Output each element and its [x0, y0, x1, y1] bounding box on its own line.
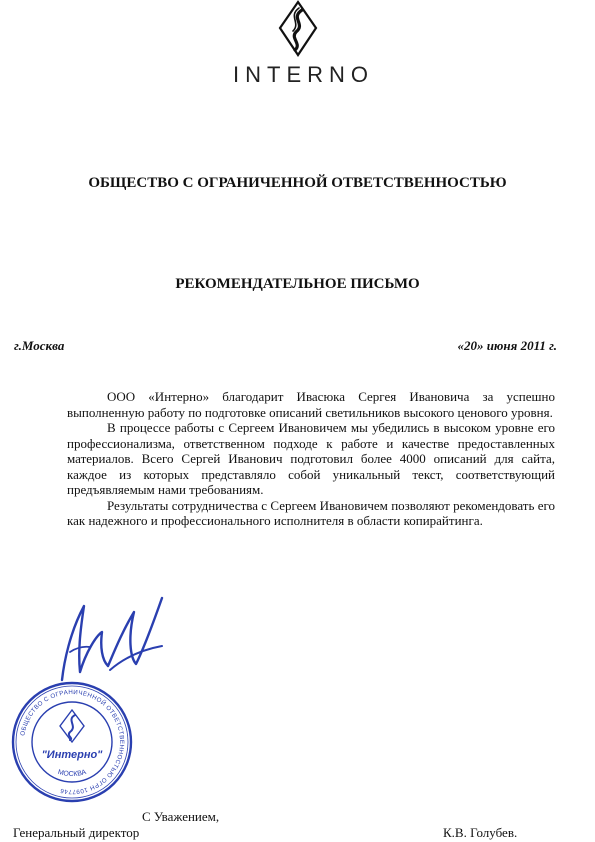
signer-position: Генеральный директор — [13, 825, 140, 840]
letter-body — [67, 389, 555, 529]
letter-date: «20» июня 2011 г. — [457, 338, 557, 353]
svg-text:МОСКВА — [57, 769, 87, 778]
seal-ring-text: ОБЩЕСТВО С ОГРАНИЧЕННОЙ ОТВЕТСТВЕННОСТЬЮ ОГРН 1097746 — [19, 688, 126, 796]
signer-name: К.В. Голубев. — [443, 825, 518, 840]
city: г.Москва — [14, 338, 65, 353]
company-seal-icon — [10, 680, 134, 804]
brand-name: INTERNO — [233, 62, 374, 87]
document-title: РЕКОМЕНДАТЕЛЬНОЕ ПИСЬМО — [175, 276, 420, 292]
signature-icon — [50, 592, 170, 692]
seal-bottom-text: МОСКВА — [56, 768, 88, 779]
paragraph: Результаты сотрудничества с Сергеем Ивановичем позволяют рекомендовать его как надежного и профессионального исполнителя в области копирайтинга. — [67, 497, 555, 528]
interno-logo-icon — [270, 0, 326, 58]
closing-regards: С Уважением, — [142, 809, 220, 824]
paragraph: В процессе работы с Сергеем Ивановичем мы убедились в высоком уровне его профессионализма, ответственном подходе к работе и качестве предоставленных материалов. Всего Сергей Иванович подготовил более 4000 описаний для сайта, каждое из которых представляло собой уникальный текст, соответствующий предъявляемым нами требованиям. — [67, 420, 555, 497]
seal-center-text: "Интерно" — [41, 749, 103, 761]
organization-name: ОБЩЕСТВО С ОГРАНИЧЕННОЙ ОТВЕТСТВЕННОСТЬЮ — [88, 175, 507, 191]
paragraph: ООО «Интерно» благодарит Ивасюка Сергея Ивановича за успешно выполненную работу по подготовке описаний светильников высокого ценового уровня. — [67, 389, 555, 420]
